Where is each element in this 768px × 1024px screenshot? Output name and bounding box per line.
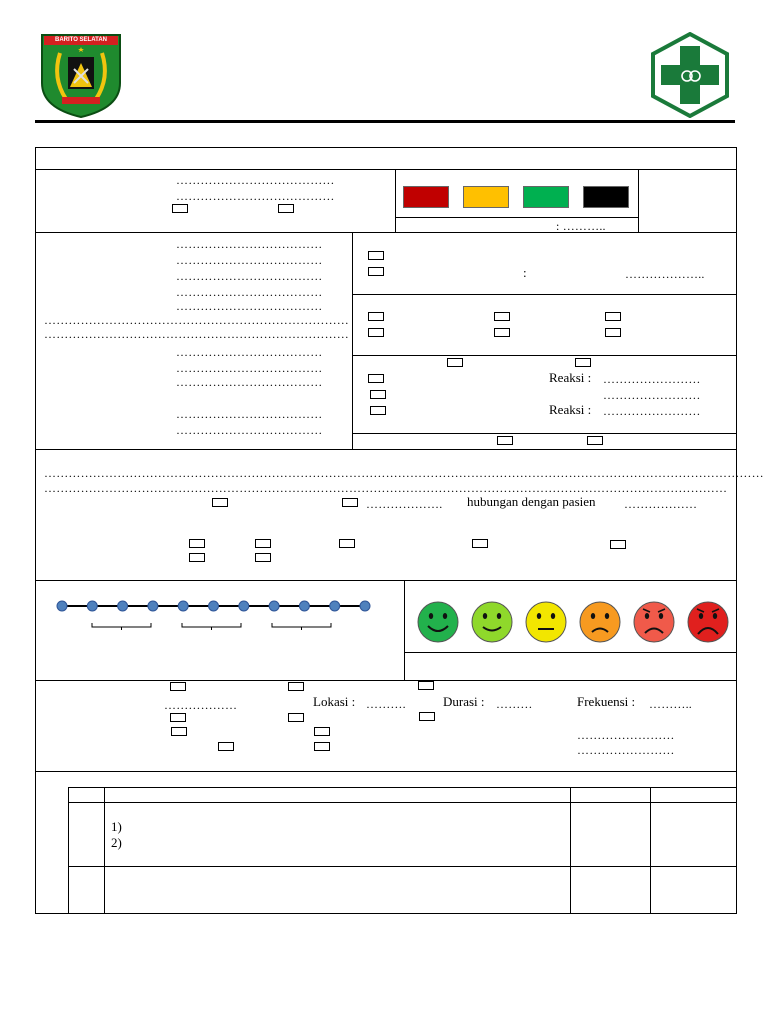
checkbox[interactable] [189,553,205,562]
checkbox[interactable] [587,436,603,445]
triage-color-swatch [463,186,509,208]
field-dots: ………………………………… [176,173,335,187]
checkbox[interactable] [314,742,330,751]
faces-pain-scale [410,600,736,646]
pain-face-icon [634,602,674,642]
pain-field: ……………… [164,698,238,712]
checkbox[interactable] [575,358,591,367]
scale-bracket [272,623,331,630]
checkbox[interactable] [370,390,386,399]
relation-field: ……………… [624,497,698,511]
reaction-label: Reaksi : [549,402,592,417]
checkbox[interactable] [368,374,384,383]
field-dots: ……………………………… [176,375,323,389]
wide-field: …………………………………………………………………………………………………………………………………………………………… [44,466,764,480]
checkbox[interactable] [342,498,358,507]
scale-node [269,601,279,611]
reaction-field: …………………… [603,404,701,418]
checkbox[interactable] [172,204,188,213]
checkbox[interactable] [368,267,384,276]
checkbox[interactable] [339,539,355,548]
health-cross-icon [647,32,733,118]
scale-node [87,601,97,611]
relation-label: hubungan dengan pasien [467,494,596,509]
checkbox[interactable] [418,681,434,690]
checkbox[interactable] [494,312,510,321]
checkbox[interactable] [497,436,513,445]
checkbox[interactable] [288,682,304,691]
duration-field: ……… [496,697,533,711]
pain-face-icon [688,602,728,642]
form-frame [35,147,737,914]
scale-node [148,601,158,611]
checkbox[interactable] [368,312,384,321]
scale-bracket [182,623,241,630]
scale-bracket [92,623,151,630]
checkbox[interactable] [605,312,621,321]
pain-face-icon [472,602,512,642]
wide-field: …………………………………………………………………………………………………………………………………………………… [44,481,728,495]
checkbox[interactable] [368,251,384,260]
field-dots: ……………………………… [176,407,323,421]
colon-label: : [523,265,527,280]
checkbox[interactable] [288,713,304,722]
checkbox[interactable] [605,328,621,337]
pain-face-icon [580,602,620,642]
pain-side-field: …………………… [577,728,675,742]
checkbox[interactable] [368,328,384,337]
logo-banner-text: BARITO SELATAN [55,37,107,43]
field-dots: ……………………………… [176,299,323,313]
reaction-field: …………………… [603,372,701,386]
field-dots: ……………………………… [176,253,323,267]
checkbox[interactable] [494,328,510,337]
checkbox[interactable] [171,727,187,736]
scale-node [178,601,188,611]
field-dots: ……………………………… [176,285,323,299]
field-dots: ……………………………… [176,237,323,251]
scale-node [239,601,249,611]
scale-node [118,601,128,611]
triage-color-swatch [403,186,449,208]
regency-logo [40,33,122,118]
scale-node [209,601,219,611]
duration-label: Durasi : [443,694,485,709]
pain-face-icon [526,602,566,642]
field-dots: ………………………………………………………………… [44,313,349,327]
list-item-number: 1) [111,819,122,834]
frequency-field: ……….. [649,697,692,711]
reaction-label: Reaksi : [549,370,592,385]
checkbox[interactable] [419,712,435,721]
checkbox[interactable] [189,539,205,548]
checkbox[interactable] [218,742,234,751]
numeric-pain-scale [50,596,380,636]
checkbox[interactable] [370,406,386,415]
checkbox[interactable] [255,539,271,548]
checkbox[interactable] [472,539,488,548]
checkbox[interactable] [278,204,294,213]
checkbox[interactable] [170,682,186,691]
value-field: ……………….. [625,267,705,281]
checkbox[interactable] [610,540,626,549]
relation-field: ………………. [366,497,443,511]
field-dots: ………………………………… [176,189,335,203]
field-dots: ……………………………… [176,345,323,359]
location-label: Lokasi : [313,694,356,709]
list-item-number: 2) [111,835,122,850]
checkbox[interactable] [447,358,463,367]
reaction-field: …………………… [603,388,701,402]
field-dots: ……………………………… [176,361,323,375]
checkbox[interactable] [314,727,330,736]
scale-node [330,601,340,611]
location-field: ………. [366,697,406,711]
frequency-label: Frekuensi : [577,694,636,709]
checkbox[interactable] [212,498,228,507]
header-rule [35,120,735,123]
field-dots: ……………………………… [176,423,323,437]
pain-side-field: …………………… [577,743,675,757]
field-dots: ……………………………… [176,269,323,283]
scale-node [360,601,370,611]
field-dots: ………………………………………………………………… [44,327,349,341]
triage-color-swatch [523,186,569,208]
pain-face-icon [418,602,458,642]
triage-color-swatch [583,186,629,208]
scale-node [299,601,309,611]
scale-node [57,601,67,611]
checkbox[interactable] [255,553,271,562]
time-field: : ……….. [556,219,606,233]
checkbox[interactable] [170,713,186,722]
